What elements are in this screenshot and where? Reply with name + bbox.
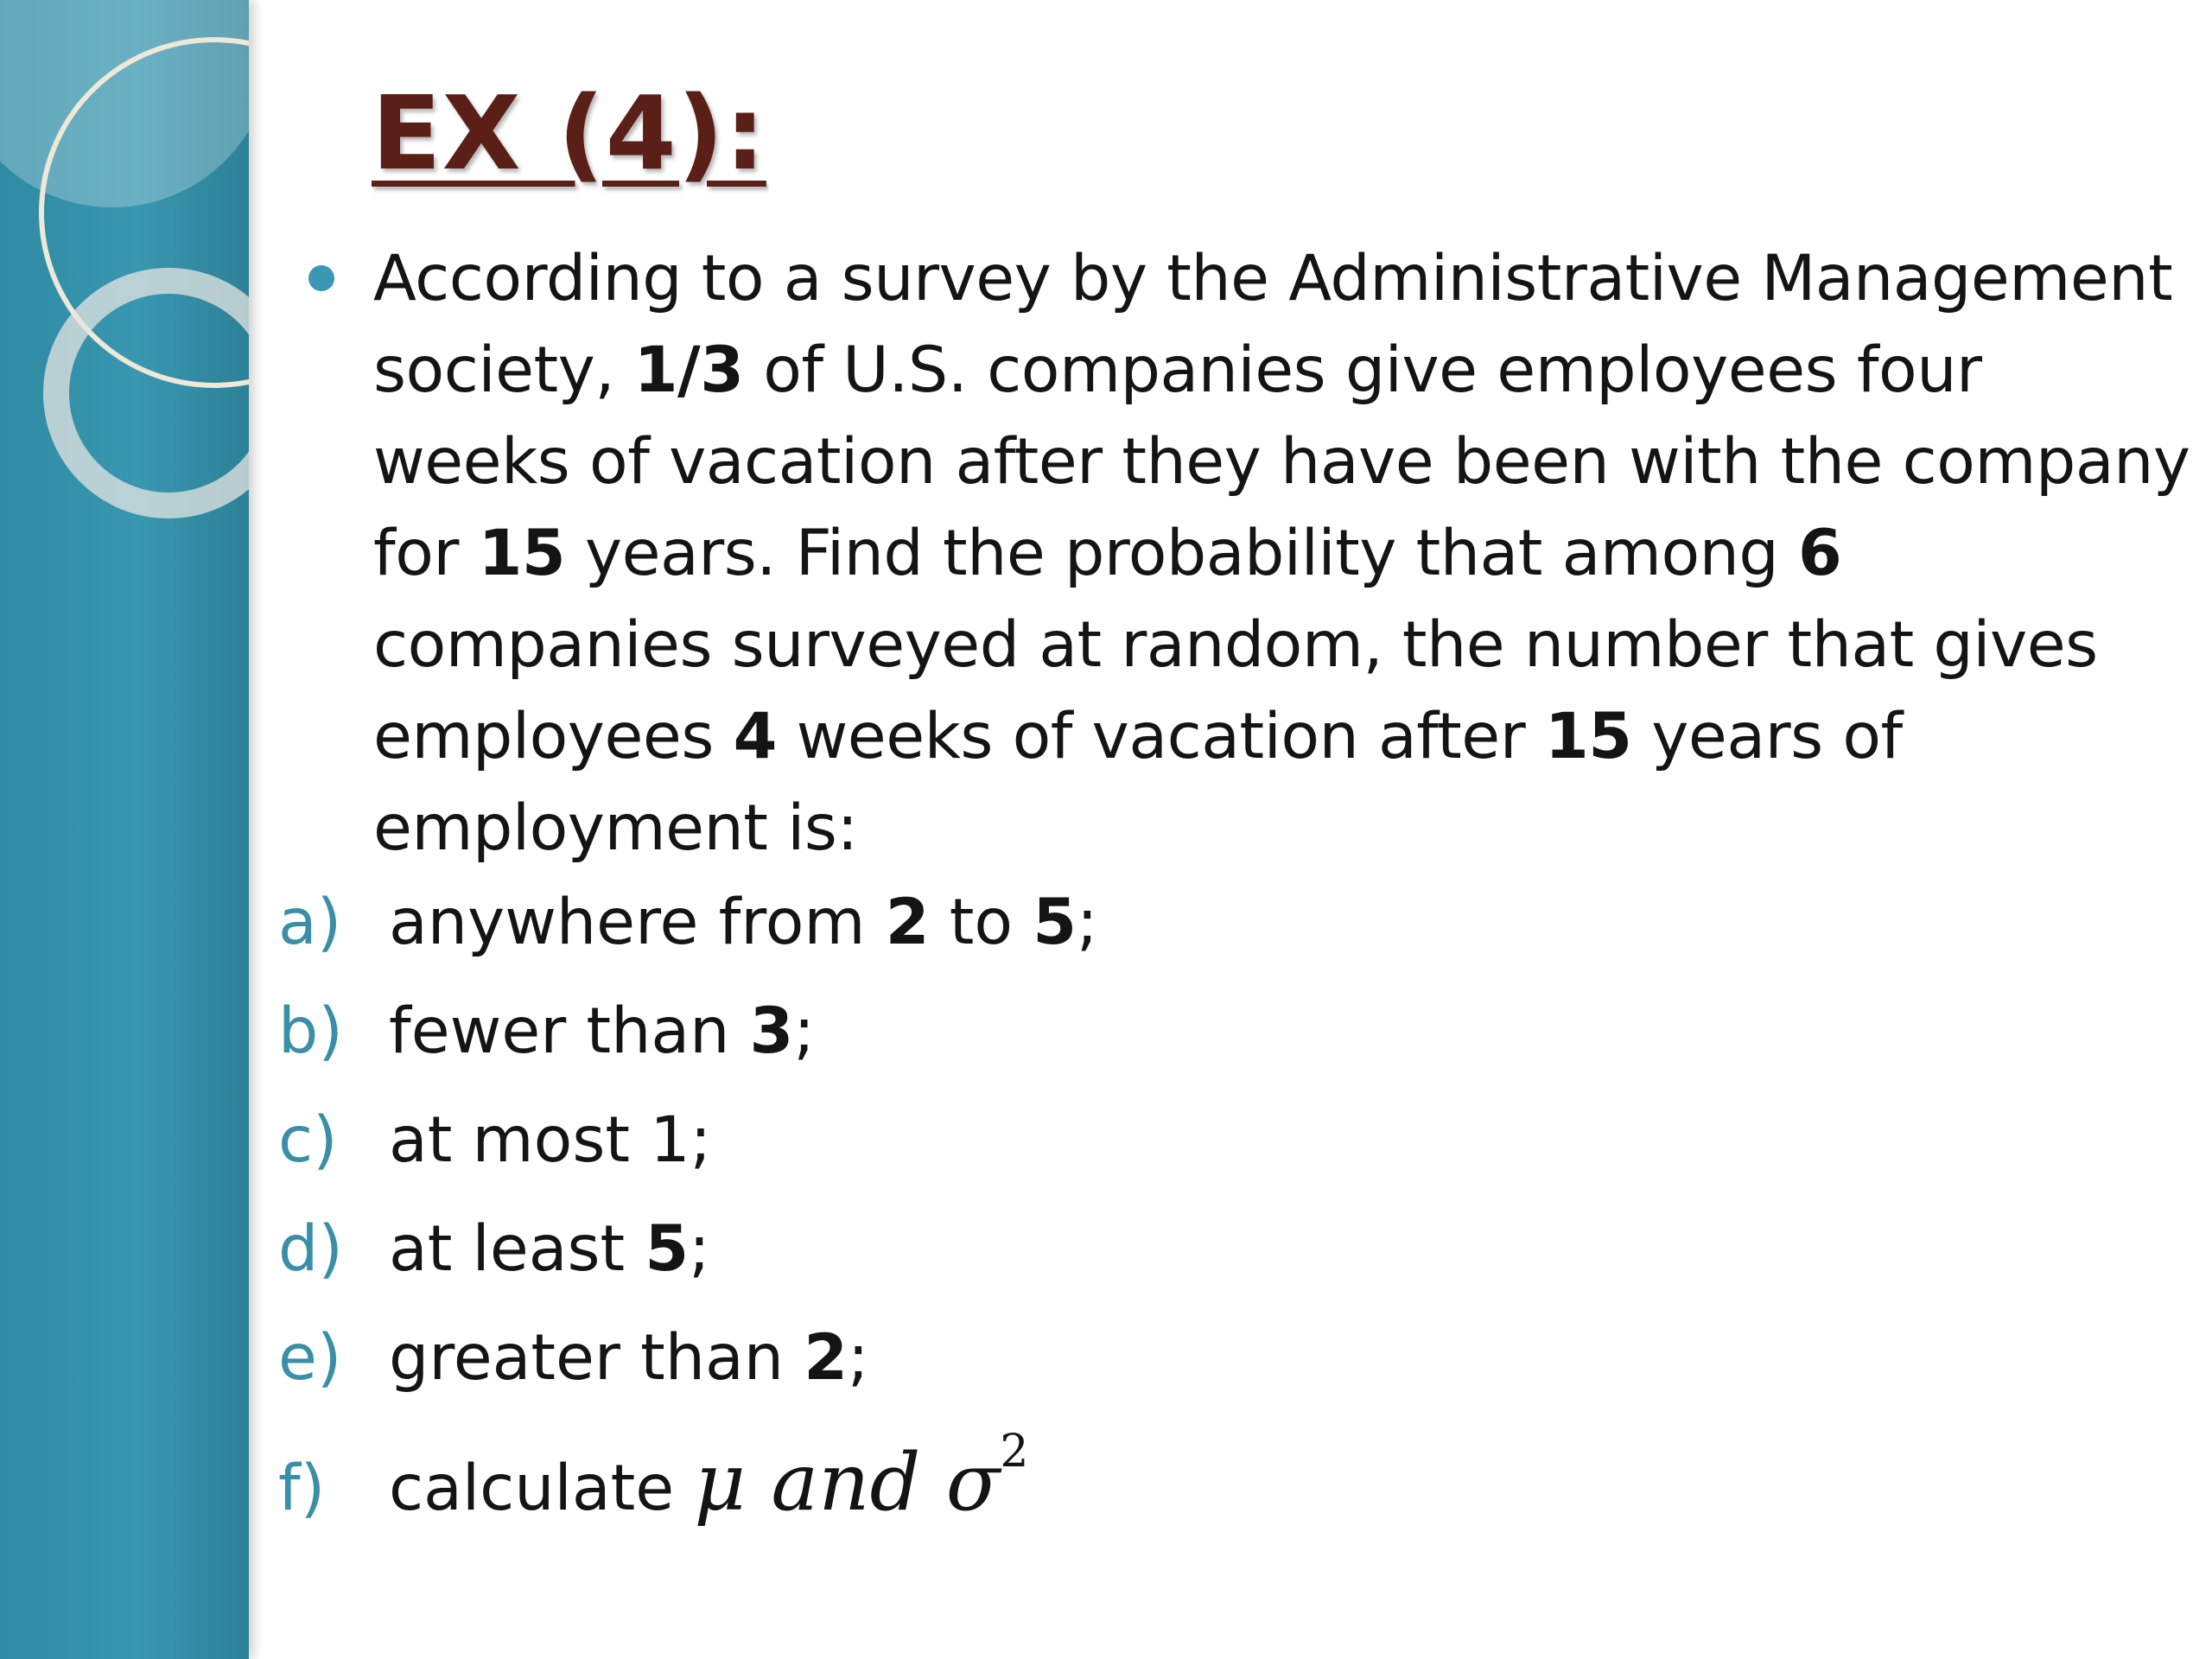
list-marker: f) [278, 1451, 326, 1525]
list-marker: e) [278, 1321, 342, 1395]
list-item-text: greater than 2; [389, 1321, 869, 1395]
list-item-text: at least 5; [389, 1212, 710, 1286]
list-marker: b) [278, 995, 343, 1068]
list-item [278, 1095, 1098, 1204]
list-marker: a) [278, 886, 342, 959]
question-list [278, 877, 1098, 1530]
decorative-circles-icon [0, 0, 249, 553]
list-item-text: calculate μ and $\sigma^2$ [389, 1426, 1029, 1529]
bullet-icon [308, 265, 334, 291]
list-item [278, 986, 1098, 1095]
decorative-sidebar [0, 0, 249, 1659]
list-item-text: at most 1; [389, 1103, 712, 1177]
problem-statement: According to a survey by the Administrative Management society, 1/3 of U.S. companies give employees four weeks of vacation after they have been with the company for 15 years. Find the probability that among 6 companies surveyed at random, the number that gives employees 4 weeks of vacation after 15 years of employment is: [373, 242, 2190, 865]
math-expression: μ and $\sigma^2$ [694, 1426, 1029, 1529]
list-item-text: fewer than 3; [389, 995, 815, 1068]
list-item [278, 877, 1098, 986]
list-item-text: anywhere from 2 to 5; [389, 886, 1098, 959]
list-item [278, 1204, 1098, 1313]
slide-title: EX (4): [372, 73, 766, 193]
list-item [278, 1421, 1098, 1530]
list-item [278, 1313, 1098, 1421]
list-marker: d) [278, 1212, 343, 1286]
list-marker: c) [278, 1103, 338, 1177]
